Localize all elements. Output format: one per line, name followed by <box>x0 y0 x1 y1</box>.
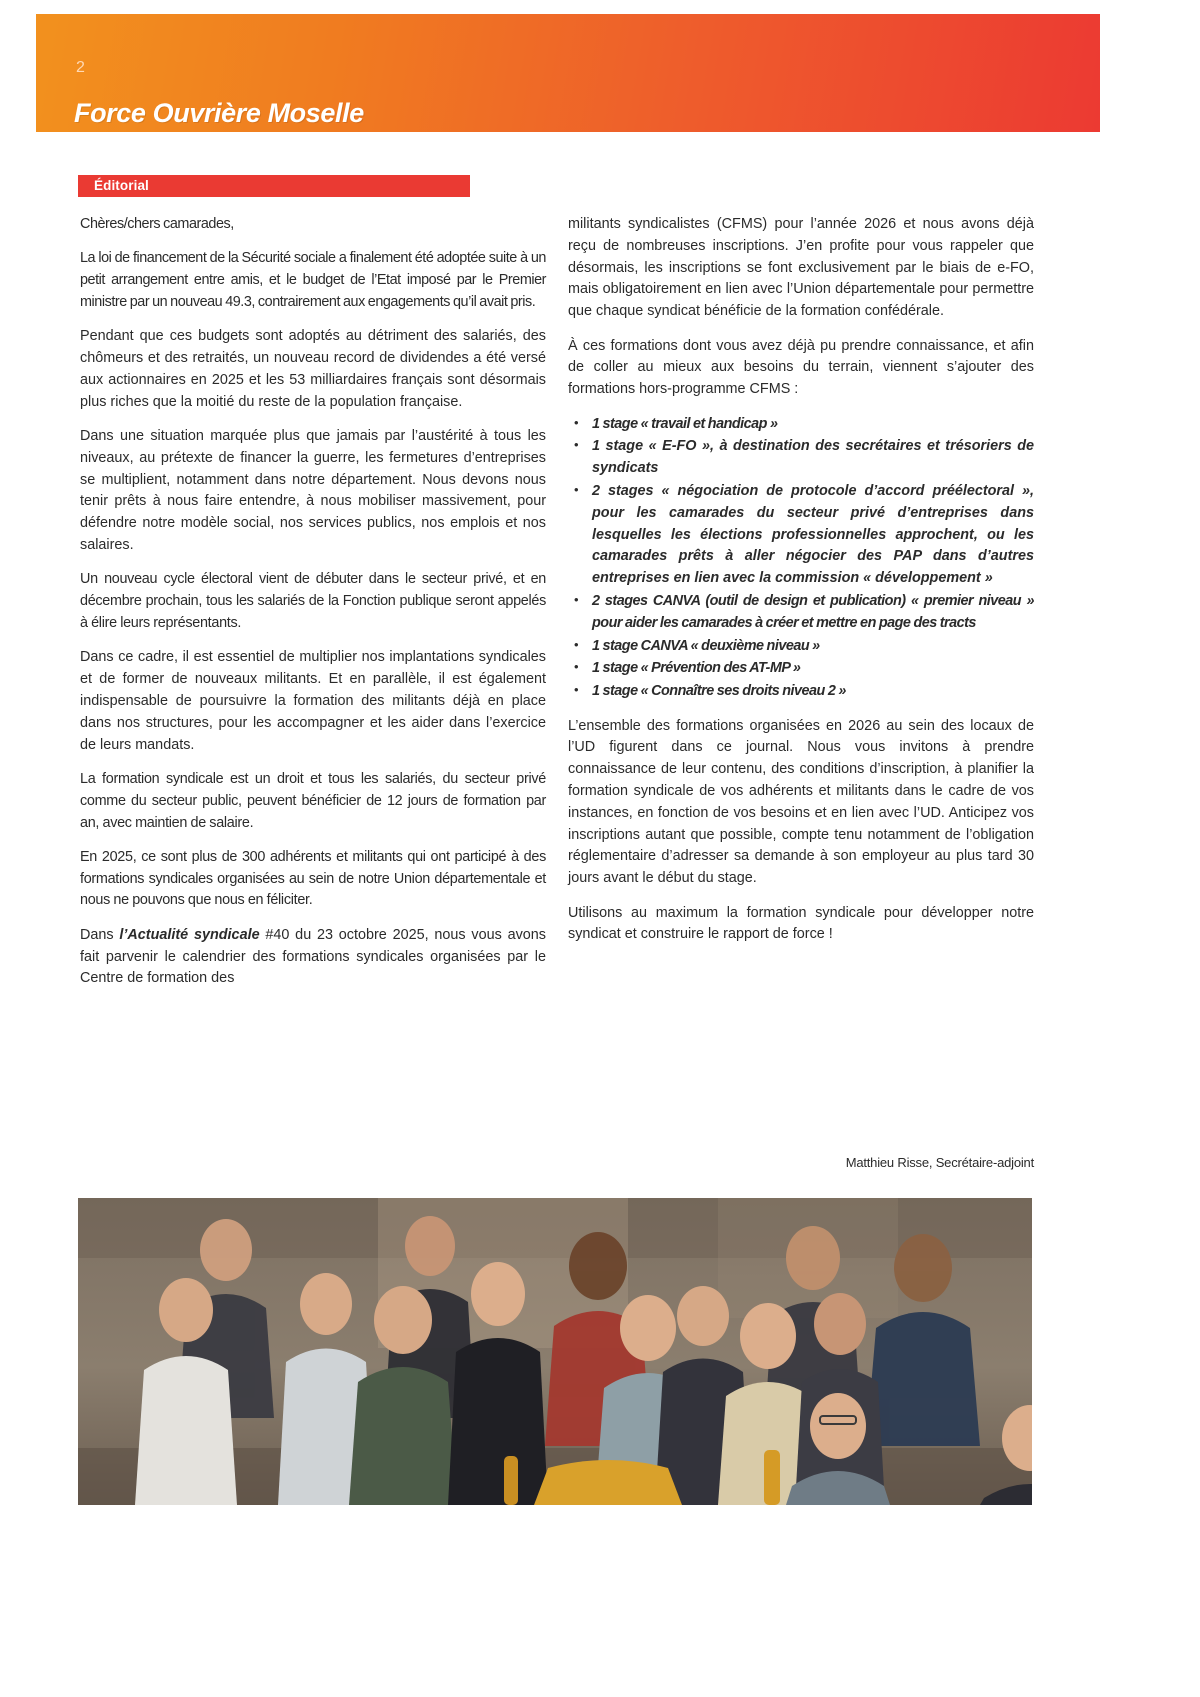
masthead-title: Force Ouvrière Moselle <box>74 98 364 128</box>
paragraph-9: militants syndicalistes (CFMS) pour l’année 2026 et nous avons déjà reçu de nombreuses inscriptions. J’en profite pour vous rappeler que désormais, les inscriptions se font exclusivement par le biais de e-FO, mais obligatoirement en lien avec l’Union départementale pour permettre que chaque syndicat bénéficie de la formation confédérale. <box>568 216 1034 320</box>
publication-title-emphasis: l’Actualité syndicale <box>119 926 260 943</box>
editorial-tag-label: Éditorial <box>94 178 149 193</box>
paragraph-11: L’ensemble des formations organisées en 2026 au sein des locaux de l’UD figurent dans ce journal. Nous vous invitons à prendre connaissance de leur contenu, des conditions d’inscription, à planifier la formation syndicale de vos adhérents et militants dans le cadre de vos instances, en fonction de vos besoins et en lien avec l’UD. Anticipez vos inscriptions autant que possible, compte tenu notamment de l’obligation réglementaire d’adresser sa demande à son employeur au plus tard 30 jours avant le début du stage. <box>568 717 1034 887</box>
paragraph-8-prefix: Dans <box>80 926 120 943</box>
group-photo <box>78 1198 1032 1505</box>
page-number: 2 <box>76 59 85 76</box>
list-item: • 2 stages « négociation de protocole d’accord préélectoral », pour les camarades du secteur privé d’entreprises dans lesquelles les élections professionnelles approchent, ou les camarades prêts à aller négocier des PAP dans d’autres entreprises en lien avec la commission « développement » <box>568 481 1034 590</box>
paragraph-7: En 2025, ce sont plus de 300 adhérents et militants qui ont participé à des formations syndicales organisées au sein de notre Union départementale et nous ne pouvons que nous en féliciter. <box>80 848 546 909</box>
author-signature: Matthieu Risse, Secrétaire-adjoint <box>845 1155 1034 1170</box>
right-text-column <box>568 214 1034 959</box>
left-text-column <box>80 214 546 1003</box>
page-header-band <box>36 14 1100 132</box>
training-stages-list <box>568 414 1034 704</box>
list-item: • 2 stages CANVA (outil de design et publication) « premier niveau » pour aider les camarades à créer et mettre en page des tracts <box>568 591 1034 635</box>
paragraph-8-suffix: #40 du 23 octobre 2025, nous vous avons fait parvenir le calendrier des formations syndicales organisées par le Centre de formation des <box>80 926 547 987</box>
paragraph-greeting: Chères/chers camarades, <box>80 216 234 232</box>
paragraph-10: À ces formations dont vous avez déjà pu prendre connaissance, et afin de coller au mieux aux besoins du terrain, viennent s’ajouter des formations hors-programme CFMS : <box>568 337 1034 398</box>
paragraph-5: Dans ce cadre, il est essentiel de multiplier nos implantations syndicales et de former de nouveaux militants. Et en parallèle, il est également indispensable de poursuivre la formation des militants déjà en place dans nos structures, pour les accompagner et les aider dans l’exercice de leurs mandats. <box>80 649 546 753</box>
paragraph-6: La formation syndicale est un droit et tous les salariés, du secteur privé comme du secteur public, peuvent bénéficier de 12 jours de formation par an, avec maintien de salaire. <box>80 770 546 831</box>
list-item: • 1 stage « Prévention des AT-MP » <box>568 658 1034 680</box>
list-item: • 1 stage « E-FO », à destination des secrétaires et trésoriers de syndicats <box>568 436 1034 480</box>
list-item: • 1 stage CANVA « deuxième niveau » <box>568 636 1034 658</box>
paragraph-4: Un nouveau cycle électoral vient de débuter dans le secteur privé, et en décembre prochain, tous les salariés de la Fonction publique seront appelés à élire leurs représentants. <box>80 571 546 631</box>
list-item: • 1 stage « travail et handicap » <box>568 414 1034 436</box>
paragraph-8 <box>80 925 546 990</box>
list-item: • 1 stage « Connaître ses droits niveau 2 » <box>568 681 1034 703</box>
paragraph-12: Utilisons au maximum la formation syndicale pour développer notre syndicat et construire le rapport de force ! <box>568 904 1034 943</box>
paragraph-1: La loi de financement de la Sécurité sociale a finalement été adoptée suite à un petit arrangement entre amis, et le budget de l’Etat imposé par le Premier ministre par un nouveau 49.3, contrairement aux engagements qu’il avait pris. <box>80 250 546 310</box>
group-photo-illustration <box>78 1198 1032 1505</box>
editorial-section-tag <box>78 175 470 197</box>
paragraph-2: Pendant que ces budgets sont adoptés au détriment des salariés, des chômeurs et des retraités, un nouveau record de dividendes a été versé aux actionnaires en 2025 et les 53 milliardaires français sont désormais plus riches que la moitié du reste de la population française. <box>80 328 546 410</box>
paragraph-3: Dans une situation marquée plus que jamais par l’austérité à tous les niveaux, au prétexte de financer la guerre, les fermetures d’entreprises se multiplient, notamment dans notre département. Nous devons nous tenir prêts à nous faire entendre, à nous mobiliser massivement, pour défendre notre modèle social, nos services publics, nos emplois et nos salaires. <box>80 428 546 554</box>
